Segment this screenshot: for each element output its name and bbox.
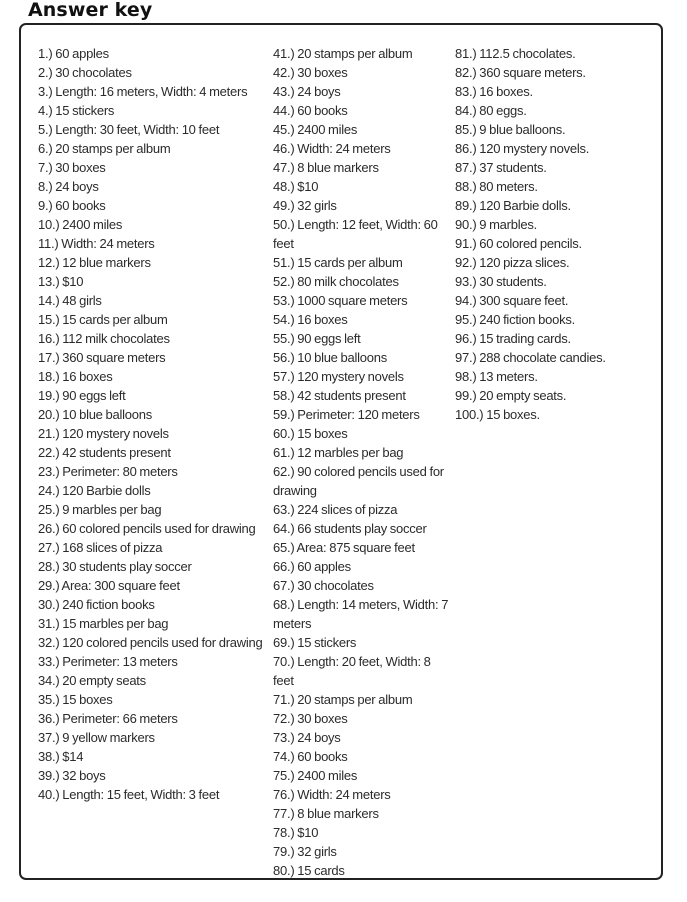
answer-item: 5.) Length: 30 feet, Width: 10 feet: [38, 122, 220, 137]
answer-column-1: [38, 44, 264, 804]
answer-item: 10.) 2400 miles: [38, 217, 123, 232]
answer-item: 32.) 120 colored pencils used for drawing: [38, 635, 263, 650]
answer-item: 69.) 15 stickers: [273, 635, 357, 650]
answer-item: 77.) 8 blue markers: [273, 806, 379, 821]
answer-item: 23.) Perimeter: 80 meters: [38, 464, 178, 479]
answer-item: 22.) 42 students present: [38, 445, 171, 460]
answer-item: 75.) 2400 miles: [273, 768, 358, 783]
answer-item: 50.) Length: 12 feet, Width: 60 feet: [273, 217, 438, 251]
answer-item: 54.) 16 boxes: [273, 312, 348, 327]
answer-item: 13.) $10: [38, 274, 84, 289]
answer-item: 40.) Length: 15 feet, Width: 3 feet: [38, 787, 220, 802]
answer-item: 25.) 9 marbles per bag: [38, 502, 162, 517]
answer-item: 63.) 224 slices of pizza: [273, 502, 398, 517]
answer-item: 79.) 32 girls: [273, 844, 337, 859]
answer-item: 27.) 168 slices of pizza: [38, 540, 163, 555]
answer-item: 31.) 15 marbles per bag: [38, 616, 169, 631]
answer-item: 19.) 90 eggs left: [38, 388, 126, 403]
answer-item: 34.) 20 empty seats: [38, 673, 146, 688]
answer-item: 41.) 20 stamps per album: [273, 46, 413, 61]
answer-item: 90.) 9 marbles.: [455, 217, 537, 232]
answer-item: 9.) 60 books: [38, 198, 106, 213]
answer-item: 12.) 12 blue markers: [38, 255, 151, 270]
answer-column-2: [273, 44, 451, 880]
answer-item: 17.) 360 square meters: [38, 350, 166, 365]
answer-item: 92.) 120 pizza slices.: [455, 255, 570, 270]
answer-item: 28.) 30 students play soccer: [38, 559, 192, 574]
answer-item: 67.) 30 chocolates: [273, 578, 374, 593]
answer-item: 66.) 60 apples: [273, 559, 351, 574]
answer-item: 29.) Area: 300 square feet: [38, 578, 180, 593]
answer-item: 89.) 120 Barbie dolls.: [455, 198, 571, 213]
answer-item: 81.) 112.5 chocolates.: [455, 46, 576, 61]
answer-item: 21.) 120 mystery novels: [38, 426, 169, 441]
answer-item: 68.) Length: 14 meters, Width: 7 meters: [273, 597, 449, 631]
answer-item: 99.) 20 empty seats.: [455, 388, 567, 403]
answer-item: 20.) 10 blue balloons: [38, 407, 152, 422]
answer-item: 91.) 60 colored pencils.: [455, 236, 582, 251]
answer-item: 55.) 90 eggs left: [273, 331, 361, 346]
answer-item: 46.) Width: 24 meters: [273, 141, 391, 156]
answer-item: 59.) Perimeter: 120 meters: [273, 407, 420, 422]
answer-item: 73.) 24 boys: [273, 730, 341, 745]
answer-item: 82.) 360 square meters.: [455, 65, 586, 80]
answer-item: 33.) Perimeter: 13 meters: [38, 654, 178, 669]
answer-item: 39.) 32 boys: [38, 768, 106, 783]
answer-item: 70.) Length: 20 feet, Width: 8 feet: [273, 654, 431, 688]
answer-item: 64.) 66 students play soccer: [273, 521, 427, 536]
answer-item: 53.) 1000 square meters: [273, 293, 408, 308]
answer-item: 80.) 15 cards: [273, 863, 345, 878]
answer-item: 1.) 60 apples: [38, 46, 109, 61]
answer-item: 95.) 240 fiction books.: [455, 312, 575, 327]
answer-item: 88.) 80 meters.: [455, 179, 538, 194]
answer-item: 57.) 120 mystery novels: [273, 369, 404, 384]
answer-item: 98.) 13 meters.: [455, 369, 538, 384]
answer-item: 87.) 37 students.: [455, 160, 547, 175]
answer-item: 4.) 15 stickers: [38, 103, 115, 118]
answer-item: 38.) $14: [38, 749, 84, 764]
answer-item: 56.) 10 blue balloons: [273, 350, 387, 365]
answer-item: 51.) 15 cards per album: [273, 255, 403, 270]
answer-item: 3.) Length: 16 meters, Width: 4 meters: [38, 84, 248, 99]
answer-item: 72.) 30 boxes: [273, 711, 348, 726]
answer-item: 44.) 60 books: [273, 103, 348, 118]
answer-item: 71.) 20 stamps per album: [273, 692, 413, 707]
answer-item: 61.) 12 marbles per bag: [273, 445, 404, 460]
answer-item: 43.) 24 boys: [273, 84, 341, 99]
answer-item: 84.) 80 eggs.: [455, 103, 527, 118]
answer-item: 7.) 30 boxes: [38, 160, 106, 175]
answer-item: 11.) Width: 24 meters: [38, 236, 155, 251]
answer-item: 30.) 240 fiction books: [38, 597, 155, 612]
answer-item: 62.) 90 colored pencils used for drawing: [273, 464, 444, 498]
answer-item: 100.) 15 boxes.: [455, 407, 540, 422]
answer-item: 42.) 30 boxes: [273, 65, 348, 80]
answer-item: 26.) 60 colored pencils used for drawing: [38, 521, 256, 536]
answer-item: 96.) 15 trading cards.: [455, 331, 571, 346]
answer-item: 18.) 16 boxes: [38, 369, 113, 384]
answer-item: 15.) 15 cards per album: [38, 312, 168, 327]
answer-item: 49.) 32 girls: [273, 198, 337, 213]
answer-item: 8.) 24 boys: [38, 179, 99, 194]
answer-item: 94.) 300 square feet.: [455, 293, 569, 308]
answer-item: 74.) 60 books: [273, 749, 348, 764]
answer-item: 85.) 9 blue balloons.: [455, 122, 566, 137]
answer-item: 65.) Area: 875 square feet: [273, 540, 415, 555]
answer-item: 52.) 80 milk chocolates: [273, 274, 399, 289]
answer-column-3: [455, 44, 655, 424]
page-title: Answer key: [28, 0, 153, 21]
answer-item: 83.) 16 boxes.: [455, 84, 533, 99]
answer-item: 93.) 30 students.: [455, 274, 547, 289]
answer-item: 2.) 30 chocolates: [38, 65, 132, 80]
answer-item: 78.) $10: [273, 825, 319, 840]
answer-item: 16.) 112 milk chocolates: [38, 331, 170, 346]
answer-item: 36.) Perimeter: 66 meters: [38, 711, 178, 726]
answer-item: 47.) 8 blue markers: [273, 160, 379, 175]
answer-item: 24.) 120 Barbie dolls: [38, 483, 151, 498]
answer-item: 48.) $10: [273, 179, 319, 194]
answer-item: 6.) 20 stamps per album: [38, 141, 171, 156]
answer-item: 60.) 15 boxes: [273, 426, 348, 441]
answer-item: 14.) 48 girls: [38, 293, 102, 308]
answer-item: 58.) 42 students present: [273, 388, 406, 403]
answer-item: 35.) 15 boxes: [38, 692, 113, 707]
answer-item: 97.) 288 chocolate candies.: [455, 350, 606, 365]
answer-item: 86.) 120 mystery novels.: [455, 141, 590, 156]
answer-item: 45.) 2400 miles: [273, 122, 358, 137]
answer-item: 37.) 9 yellow markers: [38, 730, 155, 745]
answer-item: 76.) Width: 24 meters: [273, 787, 391, 802]
